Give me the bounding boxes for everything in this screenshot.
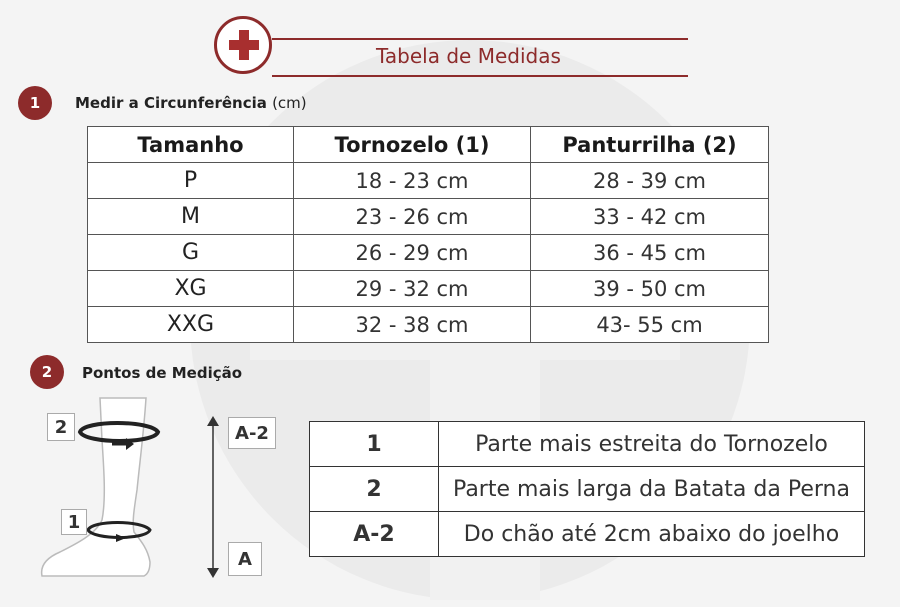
point-description: Parte mais estreita do Tornozelo: [439, 422, 865, 467]
ankle-cell: 32 - 38 cm: [294, 307, 531, 343]
section-number-1: 1: [18, 86, 52, 120]
column-header: Tornozelo (1): [294, 127, 531, 163]
point-label-a: A: [228, 542, 262, 576]
calf-cell: 36 - 45 cm: [531, 235, 769, 271]
ankle-cell: 23 - 26 cm: [294, 199, 531, 235]
size-cell: G: [88, 235, 294, 271]
table-row: [88, 199, 769, 235]
size-cell: M: [88, 199, 294, 235]
table-row: [310, 512, 865, 557]
point-key: 2: [310, 467, 439, 512]
calf-cell: 39 - 50 cm: [531, 271, 769, 307]
header-line-bottom: [272, 75, 688, 77]
point-description: Do chão até 2cm abaixo do joelho: [439, 512, 865, 557]
point-label-1: 1: [61, 509, 87, 535]
section-title-1: Medir a Circunferência (cm): [75, 94, 307, 112]
column-header: Panturrilha (2): [531, 127, 769, 163]
table-row: [88, 163, 769, 199]
table-row: [88, 271, 769, 307]
ankle-cell: 26 - 29 cm: [294, 235, 531, 271]
section-number-2: 2: [30, 355, 64, 389]
size-cell: XG: [88, 271, 294, 307]
point-label-2: 2: [47, 413, 75, 441]
table-header-row: [88, 127, 769, 163]
point-key: 1: [310, 422, 439, 467]
calf-cell: 33 - 42 cm: [531, 199, 769, 235]
point-label-a2: A-2: [228, 417, 276, 449]
size-table: [87, 126, 769, 343]
size-cell: P: [88, 163, 294, 199]
table-row: [310, 422, 865, 467]
size-cell: XXG: [88, 307, 294, 343]
calf-cell: 28 - 39 cm: [531, 163, 769, 199]
point-key: A-2: [310, 512, 439, 557]
section-title-2: Pontos de Medição: [82, 364, 243, 382]
table-row: [88, 307, 769, 343]
calf-cell: 43- 55 cm: [531, 307, 769, 343]
table-row: [310, 467, 865, 512]
point-description: Parte mais larga da Batata da Perna: [439, 467, 865, 512]
medical-cross-icon: [214, 16, 272, 74]
column-header: Tamanho: [88, 127, 294, 163]
table-row: [88, 235, 769, 271]
ankle-cell: 29 - 32 cm: [294, 271, 531, 307]
points-table: [309, 421, 865, 557]
header-line-top: [272, 38, 688, 40]
ankle-cell: 18 - 23 cm: [294, 163, 531, 199]
page-title: Tabela de Medidas: [376, 44, 561, 68]
